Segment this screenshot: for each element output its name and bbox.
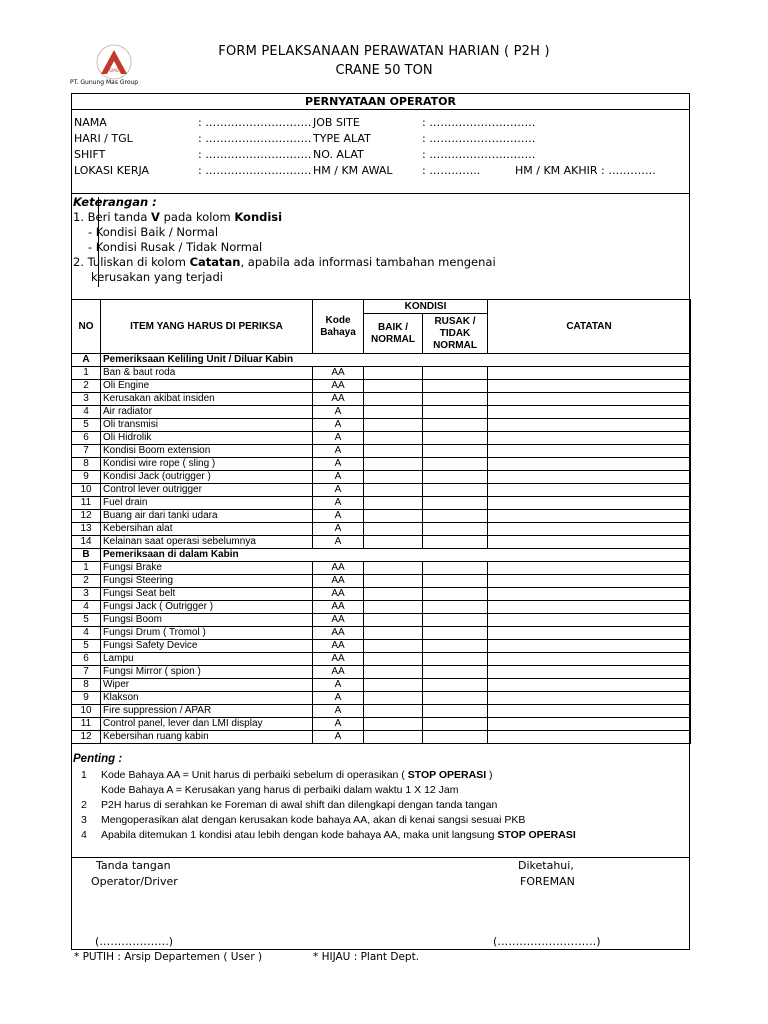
- col-header-baik: BAIK / NORMAL: [364, 314, 423, 354]
- item-number: 2: [72, 575, 101, 588]
- penting-line: P2H harus di serahkan ke Foreman di awal shift dan dilengkapi dengan tanda tangan: [101, 799, 498, 811]
- item-name: Kebersihan ruang kabin: [101, 731, 313, 744]
- catatan-cell[interactable]: [488, 523, 691, 536]
- hm-akhir-field[interactable]: HM / KM AKHIR : ………….: [515, 164, 656, 177]
- col-header-catatan: CATATAN: [488, 300, 691, 354]
- kondisi-rusak-cell[interactable]: [423, 640, 488, 653]
- item-name: Kerusakan akibat insiden: [101, 393, 313, 406]
- table-row: [72, 588, 691, 601]
- penting-number: 3: [81, 814, 87, 826]
- kode-bahaya: A: [313, 731, 364, 744]
- col-header-rusak: RUSAK / TIDAK NORMAL: [423, 314, 488, 354]
- kondisi-baik-cell[interactable]: [364, 419, 423, 432]
- section-letter: B: [72, 549, 101, 562]
- table-row: [72, 653, 691, 666]
- item-number: 7: [72, 666, 101, 679]
- item-name: Kelainan saat operasi sebelumnya: [101, 536, 313, 549]
- item-number: 12: [72, 510, 101, 523]
- item-number: 10: [72, 705, 101, 718]
- catatan-cell[interactable]: [488, 471, 691, 484]
- operator-section-title: PERNYATAAN OPERATOR: [305, 95, 456, 108]
- item-name: Oli Engine: [101, 380, 313, 393]
- field-label: NO. ALAT: [313, 148, 364, 161]
- text: ): [486, 769, 493, 781]
- section-title: Pemeriksaan di dalam Kabin: [101, 549, 691, 562]
- kode-bahaya: A: [313, 484, 364, 497]
- catatan-cell[interactable]: [488, 614, 691, 627]
- item-number: 11: [72, 718, 101, 731]
- field-input[interactable]: : ………………………..: [422, 132, 536, 145]
- item-number: 8: [72, 679, 101, 692]
- text: , apabila ada informasi tambahan mengenai: [240, 255, 496, 269]
- table-row: [72, 367, 691, 380]
- item-name: Oli transmisi: [101, 419, 313, 432]
- col-header-kondisi: KONDISI: [364, 300, 488, 314]
- item-number: 4: [72, 627, 101, 640]
- item-name: Fungsi Brake: [101, 562, 313, 575]
- kode-bahaya: A: [313, 536, 364, 549]
- catatan-cell[interactable]: [488, 562, 691, 575]
- table-row: [72, 510, 691, 523]
- text: pada kolom: [159, 210, 235, 224]
- item-name: Fungsi Safety Device: [101, 640, 313, 653]
- text-bold: STOP OPERASI: [497, 829, 576, 841]
- table-row: [72, 458, 691, 471]
- table-row: [72, 614, 691, 627]
- kondisi-baik-cell[interactable]: [364, 367, 423, 380]
- kode-bahaya: A: [313, 445, 364, 458]
- catatan-cell[interactable]: [488, 588, 691, 601]
- form-subtitle: CRANE 50 TON: [335, 63, 433, 78]
- kode-bahaya: AA: [313, 380, 364, 393]
- penting-line: [101, 829, 576, 841]
- item-name: Ban & baut roda: [101, 367, 313, 380]
- keterangan-line: [73, 255, 496, 269]
- table-row: [72, 666, 691, 679]
- kondisi-baik-cell[interactable]: [364, 731, 423, 744]
- kode-bahaya: A: [313, 510, 364, 523]
- item-number: 14: [72, 536, 101, 549]
- item-number: 10: [72, 484, 101, 497]
- kondisi-baik-cell[interactable]: [364, 614, 423, 627]
- item-number: 2: [72, 380, 101, 393]
- catatan-cell[interactable]: [488, 627, 691, 640]
- item-number: 13: [72, 523, 101, 536]
- kondisi-rusak-cell[interactable]: [423, 445, 488, 458]
- keterangan-title: Keterangan :: [73, 195, 157, 209]
- kondisi-rusak-cell[interactable]: [423, 705, 488, 718]
- signature-left-blank[interactable]: (……………….): [95, 935, 174, 948]
- catatan-cell[interactable]: [488, 393, 691, 406]
- item-number: 5: [72, 640, 101, 653]
- item-number: 9: [72, 471, 101, 484]
- kondisi-rusak-cell[interactable]: [423, 393, 488, 406]
- table-row: [72, 393, 691, 406]
- field-label: HM / KM AWAL: [313, 164, 393, 177]
- item-number: 8: [72, 458, 101, 471]
- kondisi-rusak-cell[interactable]: [423, 510, 488, 523]
- item-name: Klakson: [101, 692, 313, 705]
- table-row: [72, 731, 691, 744]
- kondisi-baik-cell[interactable]: [364, 705, 423, 718]
- penting-number: 2: [81, 799, 87, 811]
- kondisi-baik-cell[interactable]: [364, 575, 423, 588]
- table-row: [72, 575, 691, 588]
- penting-line: Mengoperasikan alat dengan kerusakan kode bahaya AA, akan di kenai sangsi sesuai PKB: [101, 814, 526, 826]
- kondisi-baik-cell[interactable]: [364, 562, 423, 575]
- kode-bahaya: A: [313, 705, 364, 718]
- item-number: 7: [72, 445, 101, 458]
- kondisi-baik-cell[interactable]: [364, 523, 423, 536]
- kode-bahaya: A: [313, 432, 364, 445]
- kode-bahaya: AA: [313, 627, 364, 640]
- catatan-cell[interactable]: [488, 679, 691, 692]
- kondisi-baik-cell[interactable]: [364, 627, 423, 640]
- kondisi-rusak-cell[interactable]: [423, 484, 488, 497]
- item-name: Air radiator: [101, 406, 313, 419]
- table-row: [72, 536, 691, 549]
- kondisi-rusak-cell[interactable]: [423, 458, 488, 471]
- text-bold: V: [151, 210, 160, 224]
- kode-bahaya: A: [313, 523, 364, 536]
- table-row: [72, 406, 691, 419]
- item-name: Fungsi Jack ( Outrigger ): [101, 601, 313, 614]
- logo-text: GMG: [109, 68, 119, 73]
- catatan-cell[interactable]: [488, 458, 691, 471]
- signature-right-blank[interactable]: (………………………): [493, 935, 601, 948]
- field-label: SHIFT: [74, 148, 106, 161]
- kondisi-baik-cell[interactable]: [364, 432, 423, 445]
- keterangan-line: - Kondisi Baik / Normal: [88, 225, 219, 239]
- kondisi-rusak-cell[interactable]: [423, 601, 488, 614]
- table-row: [72, 562, 691, 575]
- kode-bahaya: A: [313, 419, 364, 432]
- item-number: 1: [72, 367, 101, 380]
- penting-title: Penting :: [73, 753, 123, 765]
- catatan-cell[interactable]: [488, 640, 691, 653]
- signature-right-label: Diketahui,: [518, 859, 574, 872]
- table-row: [72, 419, 691, 432]
- catatan-cell[interactable]: [488, 575, 691, 588]
- catatan-cell[interactable]: [488, 367, 691, 380]
- item-name: Fungsi Steering: [101, 575, 313, 588]
- kode-bahaya: AA: [313, 575, 364, 588]
- kode-bahaya: A: [313, 718, 364, 731]
- kondisi-baik-cell[interactable]: [364, 588, 423, 601]
- text-bold: STOP OPERASI: [407, 769, 487, 781]
- section-row: [72, 549, 691, 562]
- col-header-no: NO: [72, 300, 101, 354]
- table-row: [72, 380, 691, 393]
- kondisi-rusak-cell[interactable]: [423, 627, 488, 640]
- item-number: 4: [72, 406, 101, 419]
- item-number: 5: [72, 614, 101, 627]
- footer-note-putih: * PUTIH : Arsip Departemen ( User ): [74, 951, 263, 963]
- item-number: 3: [72, 588, 101, 601]
- kondisi-baik-cell[interactable]: [364, 393, 423, 406]
- field-label: NAMA: [74, 116, 107, 129]
- item-name: Oli Hidrolik: [101, 432, 313, 445]
- section-b-rows: [72, 549, 691, 744]
- company-name: PT. Gunung Mas Group: [70, 79, 139, 86]
- kondisi-baik-cell[interactable]: [364, 458, 423, 471]
- kondisi-baik-cell[interactable]: [364, 536, 423, 549]
- kode-bahaya: AA: [313, 393, 364, 406]
- kondisi-rusak-cell[interactable]: [423, 679, 488, 692]
- kode-bahaya: AA: [313, 614, 364, 627]
- field-label: LOKASI KERJA: [74, 164, 150, 177]
- catatan-cell[interactable]: [488, 419, 691, 432]
- kondisi-rusak-cell[interactable]: [423, 380, 488, 393]
- keterangan-line: - Kondisi Rusak / Tidak Normal: [88, 240, 263, 254]
- catatan-cell[interactable]: [488, 380, 691, 393]
- keterangan-line: [73, 210, 282, 224]
- field-input[interactable]: : ………………………..: [198, 132, 312, 145]
- table-row: [72, 640, 691, 653]
- text: Apabila ditemukan 1 kondisi atau lebih dengan kode bahaya AA, maka unit langsung: [101, 829, 498, 841]
- table-row: [72, 718, 691, 731]
- kode-bahaya: A: [313, 406, 364, 419]
- field-label: TYPE ALAT: [313, 132, 371, 145]
- item-number: 12: [72, 731, 101, 744]
- kondisi-rusak-cell[interactable]: [423, 562, 488, 575]
- kondisi-baik-cell[interactable]: [364, 653, 423, 666]
- item-name: Lampu: [101, 653, 313, 666]
- field-input[interactable]: : …………..: [422, 164, 481, 177]
- kode-bahaya: AA: [313, 367, 364, 380]
- kondisi-baik-cell[interactable]: [364, 497, 423, 510]
- field-label: JOB SITE: [313, 116, 360, 129]
- field-input[interactable]: : ………………………..: [198, 164, 312, 177]
- footer-note-hijau: * HIJAU : Plant Dept.: [313, 951, 420, 963]
- section-a-rows: [72, 354, 691, 549]
- kondisi-rusak-cell[interactable]: [423, 406, 488, 419]
- kondisi-rusak-cell[interactable]: [423, 471, 488, 484]
- catatan-cell[interactable]: [488, 536, 691, 549]
- catatan-cell[interactable]: [488, 601, 691, 614]
- section-row: [72, 354, 691, 367]
- penting-line: [101, 769, 493, 781]
- table-row: [72, 705, 691, 718]
- kondisi-baik-cell[interactable]: [364, 601, 423, 614]
- table-row: [72, 627, 691, 640]
- kondisi-rusak-cell[interactable]: [423, 523, 488, 536]
- divider: [71, 857, 690, 858]
- item-name: Buang air dari tanki udara: [101, 510, 313, 523]
- field-input[interactable]: : ………………………..: [422, 148, 536, 161]
- kondisi-rusak-cell[interactable]: [423, 666, 488, 679]
- kondisi-baik-cell[interactable]: [364, 718, 423, 731]
- checklist-table: [71, 299, 691, 744]
- kondisi-rusak-cell[interactable]: [423, 432, 488, 445]
- table-row: [72, 497, 691, 510]
- text: 1. Beri tanda: [73, 210, 152, 224]
- keterangan-line: kerusakan yang terjadi: [91, 270, 223, 284]
- catatan-cell[interactable]: [488, 666, 691, 679]
- kondisi-baik-cell[interactable]: [364, 471, 423, 484]
- catatan-cell[interactable]: [488, 445, 691, 458]
- penting-line: Kode Bahaya A = Kerusakan yang harus di perbaiki dalam waktu 1 X 12 Jam: [101, 784, 459, 796]
- item-name: Kondisi wire rope ( sling ): [101, 458, 313, 471]
- divider: [71, 109, 690, 110]
- catatan-cell[interactable]: [488, 406, 691, 419]
- item-name: Kondisi Boom extension: [101, 445, 313, 458]
- table-row: [72, 484, 691, 497]
- field-input[interactable]: : ………………………..: [422, 116, 536, 129]
- kode-bahaya: AA: [313, 666, 364, 679]
- kondisi-rusak-cell[interactable]: [423, 614, 488, 627]
- penting-number: 1: [81, 769, 87, 781]
- field-input[interactable]: : ………………………..: [198, 116, 312, 129]
- kode-bahaya: AA: [313, 588, 364, 601]
- catatan-cell[interactable]: [488, 653, 691, 666]
- table-row: [72, 471, 691, 484]
- field-input[interactable]: : ………………………..: [198, 148, 312, 161]
- kondisi-baik-cell[interactable]: [364, 640, 423, 653]
- kondisi-baik-cell[interactable]: [364, 406, 423, 419]
- item-name: Fungsi Mirror ( spion ): [101, 666, 313, 679]
- kode-bahaya: A: [313, 471, 364, 484]
- item-name: Fuel drain: [101, 497, 313, 510]
- kode-bahaya: A: [313, 692, 364, 705]
- item-name: Control lever outrigger: [101, 484, 313, 497]
- item-number: 1: [72, 562, 101, 575]
- kode-bahaya: A: [313, 497, 364, 510]
- kode-bahaya: A: [313, 679, 364, 692]
- section-title: Pemeriksaan Keliling Unit / Diluar Kabin: [101, 354, 691, 367]
- kode-bahaya: AA: [313, 653, 364, 666]
- catatan-cell[interactable]: [488, 705, 691, 718]
- item-name: Fire suppression / APAR: [101, 705, 313, 718]
- kondisi-baik-cell[interactable]: [364, 445, 423, 458]
- text: Kode Bahaya AA = Unit harus di perbaiki sebelum di operasikan (: [101, 769, 408, 781]
- catatan-cell[interactable]: [488, 432, 691, 445]
- kondisi-rusak-cell[interactable]: [423, 575, 488, 588]
- kondisi-baik-cell[interactable]: [364, 484, 423, 497]
- signature-right-role: FOREMAN: [520, 875, 575, 888]
- catatan-cell[interactable]: [488, 692, 691, 705]
- item-number: 6: [72, 653, 101, 666]
- text: 2. Tuliskan di kolom: [73, 255, 190, 269]
- divider: [71, 193, 690, 194]
- text-bold: Kondisi: [234, 210, 283, 224]
- section-letter: A: [72, 354, 101, 367]
- kondisi-baik-cell[interactable]: [364, 679, 423, 692]
- item-name: Kebersihan alat: [101, 523, 313, 536]
- kondisi-rusak-cell[interactable]: [423, 588, 488, 601]
- table-row: [72, 679, 691, 692]
- table-row: [72, 692, 691, 705]
- kondisi-rusak-cell[interactable]: [423, 536, 488, 549]
- signature-left-label: Tanda tangan: [96, 859, 171, 872]
- catatan-cell[interactable]: [488, 484, 691, 497]
- kondisi-rusak-cell[interactable]: [423, 718, 488, 731]
- table-row: [72, 523, 691, 536]
- kondisi-rusak-cell[interactable]: [423, 653, 488, 666]
- kondisi-baik-cell[interactable]: [364, 380, 423, 393]
- item-name: Fungsi Seat belt: [101, 588, 313, 601]
- item-name: Fungsi Drum ( Tromol ): [101, 627, 313, 640]
- item-number: 3: [72, 393, 101, 406]
- table-row: [72, 601, 691, 614]
- kode-bahaya: A: [313, 458, 364, 471]
- kode-bahaya: AA: [313, 640, 364, 653]
- item-name: Wiper: [101, 679, 313, 692]
- kondisi-baik-cell[interactable]: [364, 510, 423, 523]
- kondisi-rusak-cell[interactable]: [423, 497, 488, 510]
- catatan-cell[interactable]: [488, 497, 691, 510]
- item-number: 6: [72, 432, 101, 445]
- item-name: Fungsi Boom: [101, 614, 313, 627]
- form-title: FORM PELAKSANAAN PERAWATAN HARIAN ( P2H ): [218, 44, 550, 59]
- catatan-cell[interactable]: [488, 731, 691, 744]
- item-name: Control panel, lever dan LMI display: [101, 718, 313, 731]
- item-number: 4: [72, 601, 101, 614]
- col-header-item: ITEM YANG HARUS DI PERIKSA: [101, 300, 313, 354]
- kondisi-rusak-cell[interactable]: [423, 367, 488, 380]
- kondisi-rusak-cell[interactable]: [423, 692, 488, 705]
- table-row: [72, 445, 691, 458]
- kondisi-rusak-cell[interactable]: [423, 419, 488, 432]
- table-row: [72, 432, 691, 445]
- kondisi-baik-cell[interactable]: [364, 692, 423, 705]
- kode-bahaya: AA: [313, 562, 364, 575]
- kode-bahaya: AA: [313, 601, 364, 614]
- field-label: HARI / TGL: [74, 132, 133, 145]
- kondisi-rusak-cell[interactable]: [423, 731, 488, 744]
- divider: [98, 197, 99, 287]
- signature-left-role: Operator/Driver: [91, 875, 178, 888]
- item-number: 5: [72, 419, 101, 432]
- item-number: 9: [72, 692, 101, 705]
- item-number: 11: [72, 497, 101, 510]
- catatan-cell[interactable]: [488, 718, 691, 731]
- kondisi-baik-cell[interactable]: [364, 666, 423, 679]
- catatan-cell[interactable]: [488, 510, 691, 523]
- text-bold: Catatan: [189, 255, 241, 269]
- item-name: Kondisi Jack (outrigger ): [101, 471, 313, 484]
- col-header-kode: Kode Bahaya: [313, 300, 364, 354]
- penting-number: 4: [81, 829, 87, 841]
